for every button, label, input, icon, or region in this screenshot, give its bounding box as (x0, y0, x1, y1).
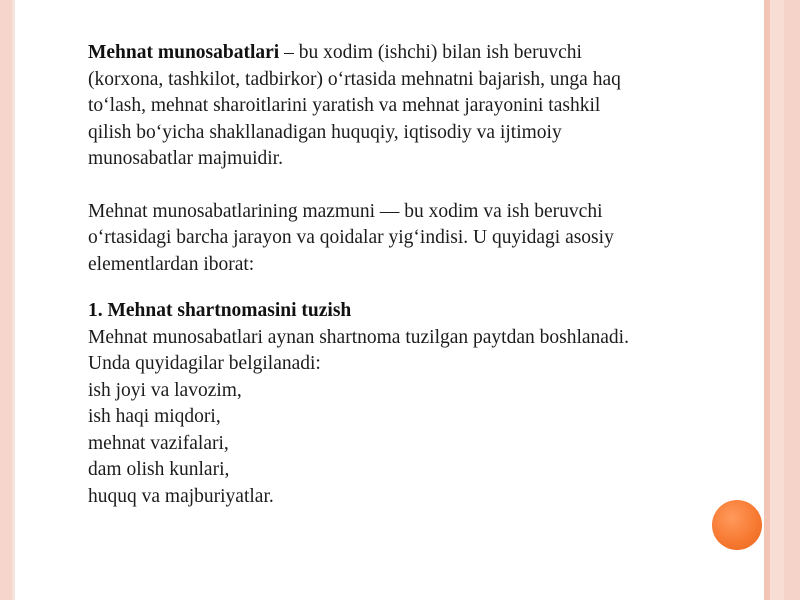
content-line: elementlardan iborat: (88, 253, 255, 275)
definition-dash: – (279, 42, 299, 63)
definition-first-line (88, 40, 728, 67)
content-paragraph (88, 199, 728, 279)
definition-line: munosabatlar majmuidir. (88, 148, 283, 169)
definition-term: Mehnat munosabatlari (88, 42, 280, 63)
definition-line: bu xodim (ishchi) bilan ish beruvchi (298, 42, 582, 63)
list-item: huquq va majburiyatlar. (88, 485, 274, 507)
section-line: Unda quyidagilar belgilanadi: (88, 353, 321, 374)
section-shartnoma (88, 298, 728, 510)
slide-body (88, 40, 728, 510)
definition-line: qilish bo‘yicha shakllanadigan huquqiy, iqtisodiy va ijtimoiy (88, 121, 562, 143)
definition-paragraph (88, 40, 728, 173)
left-border-inner-decoration (12, 0, 15, 600)
list-item: ish haqi miqdori, (88, 406, 221, 427)
list-item: dam olish kunlari, (88, 459, 230, 480)
section-heading-text: 1. Mehnat shartnomasini tuzish (88, 300, 352, 321)
right-border-band (770, 0, 784, 600)
list-item: ish joyi va lavozim, (88, 379, 242, 401)
right-border-edge (784, 0, 800, 600)
definition-line: to‘lash, mehnat sharoitlarini yaratish va mehnat jarayonini tashkil (88, 95, 601, 116)
section-line: Mehnat munosabatlari aynan shartnoma tuzilgan paytdan boshlanadi. (88, 326, 629, 348)
left-border-decoration (0, 0, 12, 600)
content-line: o‘rtasidagi barcha jarayon va qoidalar yig‘indisi. U quyidagi asosiy (88, 227, 614, 248)
content-line: Mehnat munosabatlarining mazmuni — bu xodim va ish beruvchi (88, 200, 603, 222)
list-item: mehnat vazifalari, (88, 432, 229, 454)
definition-line: (korxona, tashkilot, tadbirkor) o‘rtasida mehnatni bajarish, unga haq (88, 68, 621, 90)
section-heading (88, 298, 728, 325)
